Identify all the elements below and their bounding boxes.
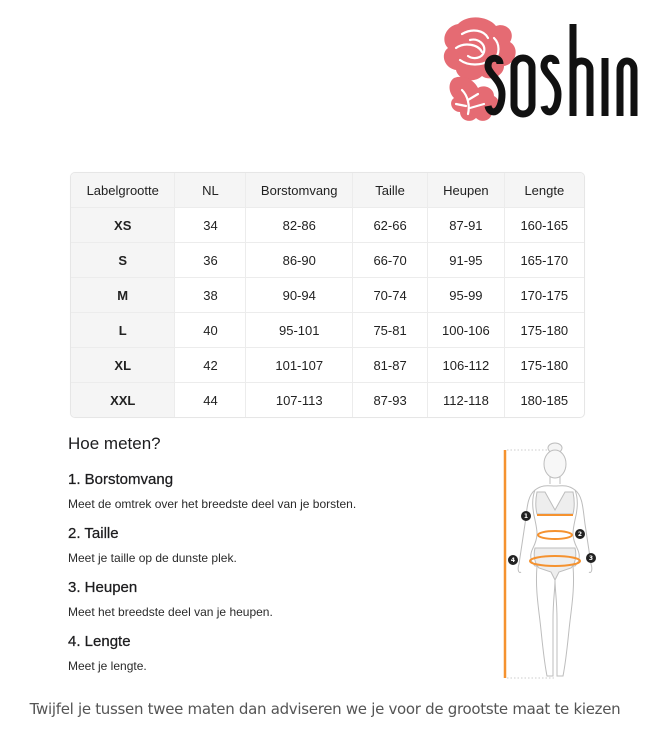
nl-size-cell: 40: [175, 313, 246, 348]
step-title: 2. Taille: [68, 525, 119, 542]
lengte-cell: 165-170: [505, 243, 584, 278]
borstomvang-cell: 95-101: [246, 313, 352, 348]
taille-cell: 70-74: [353, 278, 428, 313]
size-advice-note: Twijfel je tussen twee maten dan adviseren we je voor de grootste maat te kiezen: [29, 700, 621, 718]
size-chart-table: [70, 172, 585, 418]
taille-cell: 62-66: [353, 208, 428, 243]
borstomvang-cell: 90-94: [246, 278, 352, 313]
heupen-cell: 100-106: [428, 313, 504, 348]
nl-size-cell: 36: [175, 243, 246, 278]
step-description: Meet je lengte.: [68, 659, 147, 673]
soshin-logo: [438, 14, 638, 132]
lengte-cell: 175-180: [505, 348, 584, 383]
how-to-measure-title: Hoe meten?: [68, 434, 161, 453]
borstomvang-cell: 101-107: [246, 348, 352, 383]
lengte-cell: 180-185: [520, 392, 569, 408]
table-row: [71, 243, 584, 278]
table-row: [71, 348, 584, 383]
heupen-cell: 106-112: [428, 348, 504, 383]
heupen-cell: 95-99: [428, 278, 504, 313]
nl-size-cell: 34: [175, 208, 246, 243]
marker-1: 1: [523, 513, 529, 521]
taille-cell: 87-93: [353, 383, 428, 417]
nl-size-cell: 42: [175, 348, 246, 383]
marker-2: 2: [577, 531, 583, 539]
size-label-cell: XXL: [71, 383, 175, 417]
header-taille: Taille: [353, 173, 428, 208]
taille-cell: 81-87: [353, 348, 428, 383]
step-title: 3. Heupen: [68, 579, 138, 596]
table-header-row: [71, 173, 584, 208]
size-label-cell: S: [71, 243, 175, 278]
lengte-cell: 175-180: [505, 313, 584, 348]
size-label-cell: XL: [71, 348, 175, 383]
step-description: Meet de omtrek over het breedste deel van je borsten.: [68, 497, 357, 511]
step-description: Meet het breedste deel van je heupen.: [68, 605, 273, 619]
step-taille: [68, 524, 468, 566]
heupen-cell: 87-91: [428, 208, 504, 243]
table-row: [71, 313, 584, 348]
lengte-cell: 160-165: [505, 208, 584, 243]
marker-4: 4: [510, 557, 516, 565]
header-labelgrootte: Labelgrootte: [71, 173, 175, 208]
borstomvang-cell: 82-86: [246, 208, 352, 243]
step-borstomvang: [68, 470, 468, 512]
step-heupen: [68, 578, 468, 620]
step-title: 1. Borstomvang: [68, 471, 174, 488]
size-label-cell: M: [71, 278, 175, 313]
step-title: 4. Lengte: [68, 633, 131, 650]
header-nl: NL: [175, 173, 246, 208]
lengte-cell: 170-175: [505, 278, 584, 313]
nl-size-cell: 38: [175, 278, 246, 313]
how-to-measure-section: [68, 430, 468, 674]
taille-cell: 66-70: [353, 243, 428, 278]
header-heupen: Heupen: [428, 173, 504, 208]
borstomvang-cell: 107-113: [246, 383, 352, 417]
heupen-cell: 112-118: [428, 383, 504, 417]
taille-cell: 75-81: [353, 313, 428, 348]
body-silhouette-icon: [495, 440, 615, 685]
step-description: Meet je taille op de dunste plek.: [68, 551, 237, 565]
borstomvang-cell: 86-90: [246, 243, 352, 278]
rose-logo-icon: [438, 14, 638, 132]
size-label-cell: L: [71, 313, 175, 348]
table-row: [71, 208, 584, 243]
step-lengte: [68, 632, 468, 674]
size-label-cell: XS: [71, 208, 175, 243]
body-measurement-figure: [495, 440, 615, 685]
marker-3: 3: [588, 555, 594, 563]
header-lengte: Lengte: [505, 173, 584, 208]
table-row: [71, 278, 584, 313]
nl-size-cell: 44: [175, 383, 246, 417]
table-row: [71, 383, 584, 417]
header-borstomvang: Borstomvang: [246, 173, 352, 208]
heupen-cell: 91-95: [428, 243, 504, 278]
